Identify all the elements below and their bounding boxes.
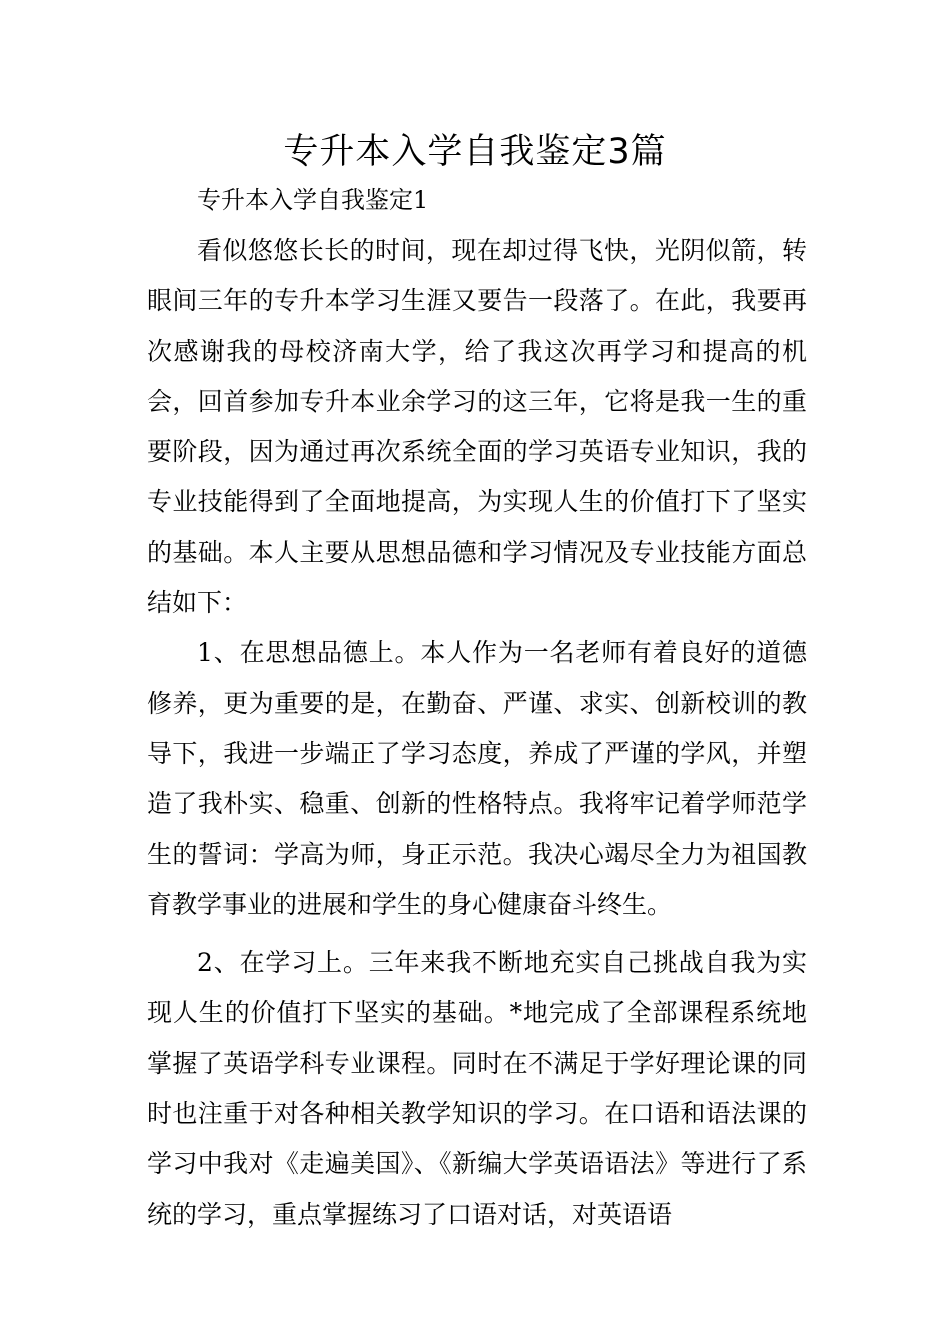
paragraph-study: 2、在学习上。三年来我不断地充实自己挑战自我为实现人生的价值打下坚实的基础。*地完成了全部课程系统地掌握了英语学科专业课程。同时在不满足于学好理论课的同时也注重于对各种相关教学知识的学习。在口语和语法课的学习中我对《走遍美国》、《新编大学英语语法》等进行了系统的学习，重点掌握练习了口语对话，对英语语 xyxy=(147,948,807,1229)
paragraph-moral: 1、在思想品德上。本人作为一名老师有着良好的道德修养，更为重要的是，在勤奋、严谨、求实、创新校训的教导下，我进一步端正了学习态度，养成了严谨的学风，并塑造了我朴实、稳重、创新的性格特点。我将牢记着学师范学生的誓词：学高为师，身正示范。我决心竭尽全力为祖国教育教学事业的进展和学生的身心健康奋斗终生。 xyxy=(147,638,807,919)
paragraph-intro: 看似悠悠长长的时间，现在却过得飞快，光阴似箭，转眼间三年的专升本学习生涯又要告一段落了。在此，我要再次感谢我的母校济南大学，给了我这次再学习和提高的机会，回首参加专升本业余学习的这三年，它将是我一生的重要阶段，因为通过再次系统全面的学习英语专业知识，我的专业技能得到了全面地提高，为实现人生的价值打下了坚实的基础。本人主要从思想品德和学习情况及专业技能方面总结如下： xyxy=(147,236,807,618)
section-heading: 专升本入学自我鉴定1 xyxy=(197,186,429,214)
document-body xyxy=(147,226,807,1240)
document-title: 专升本入学自我鉴定3篇 xyxy=(283,132,667,172)
